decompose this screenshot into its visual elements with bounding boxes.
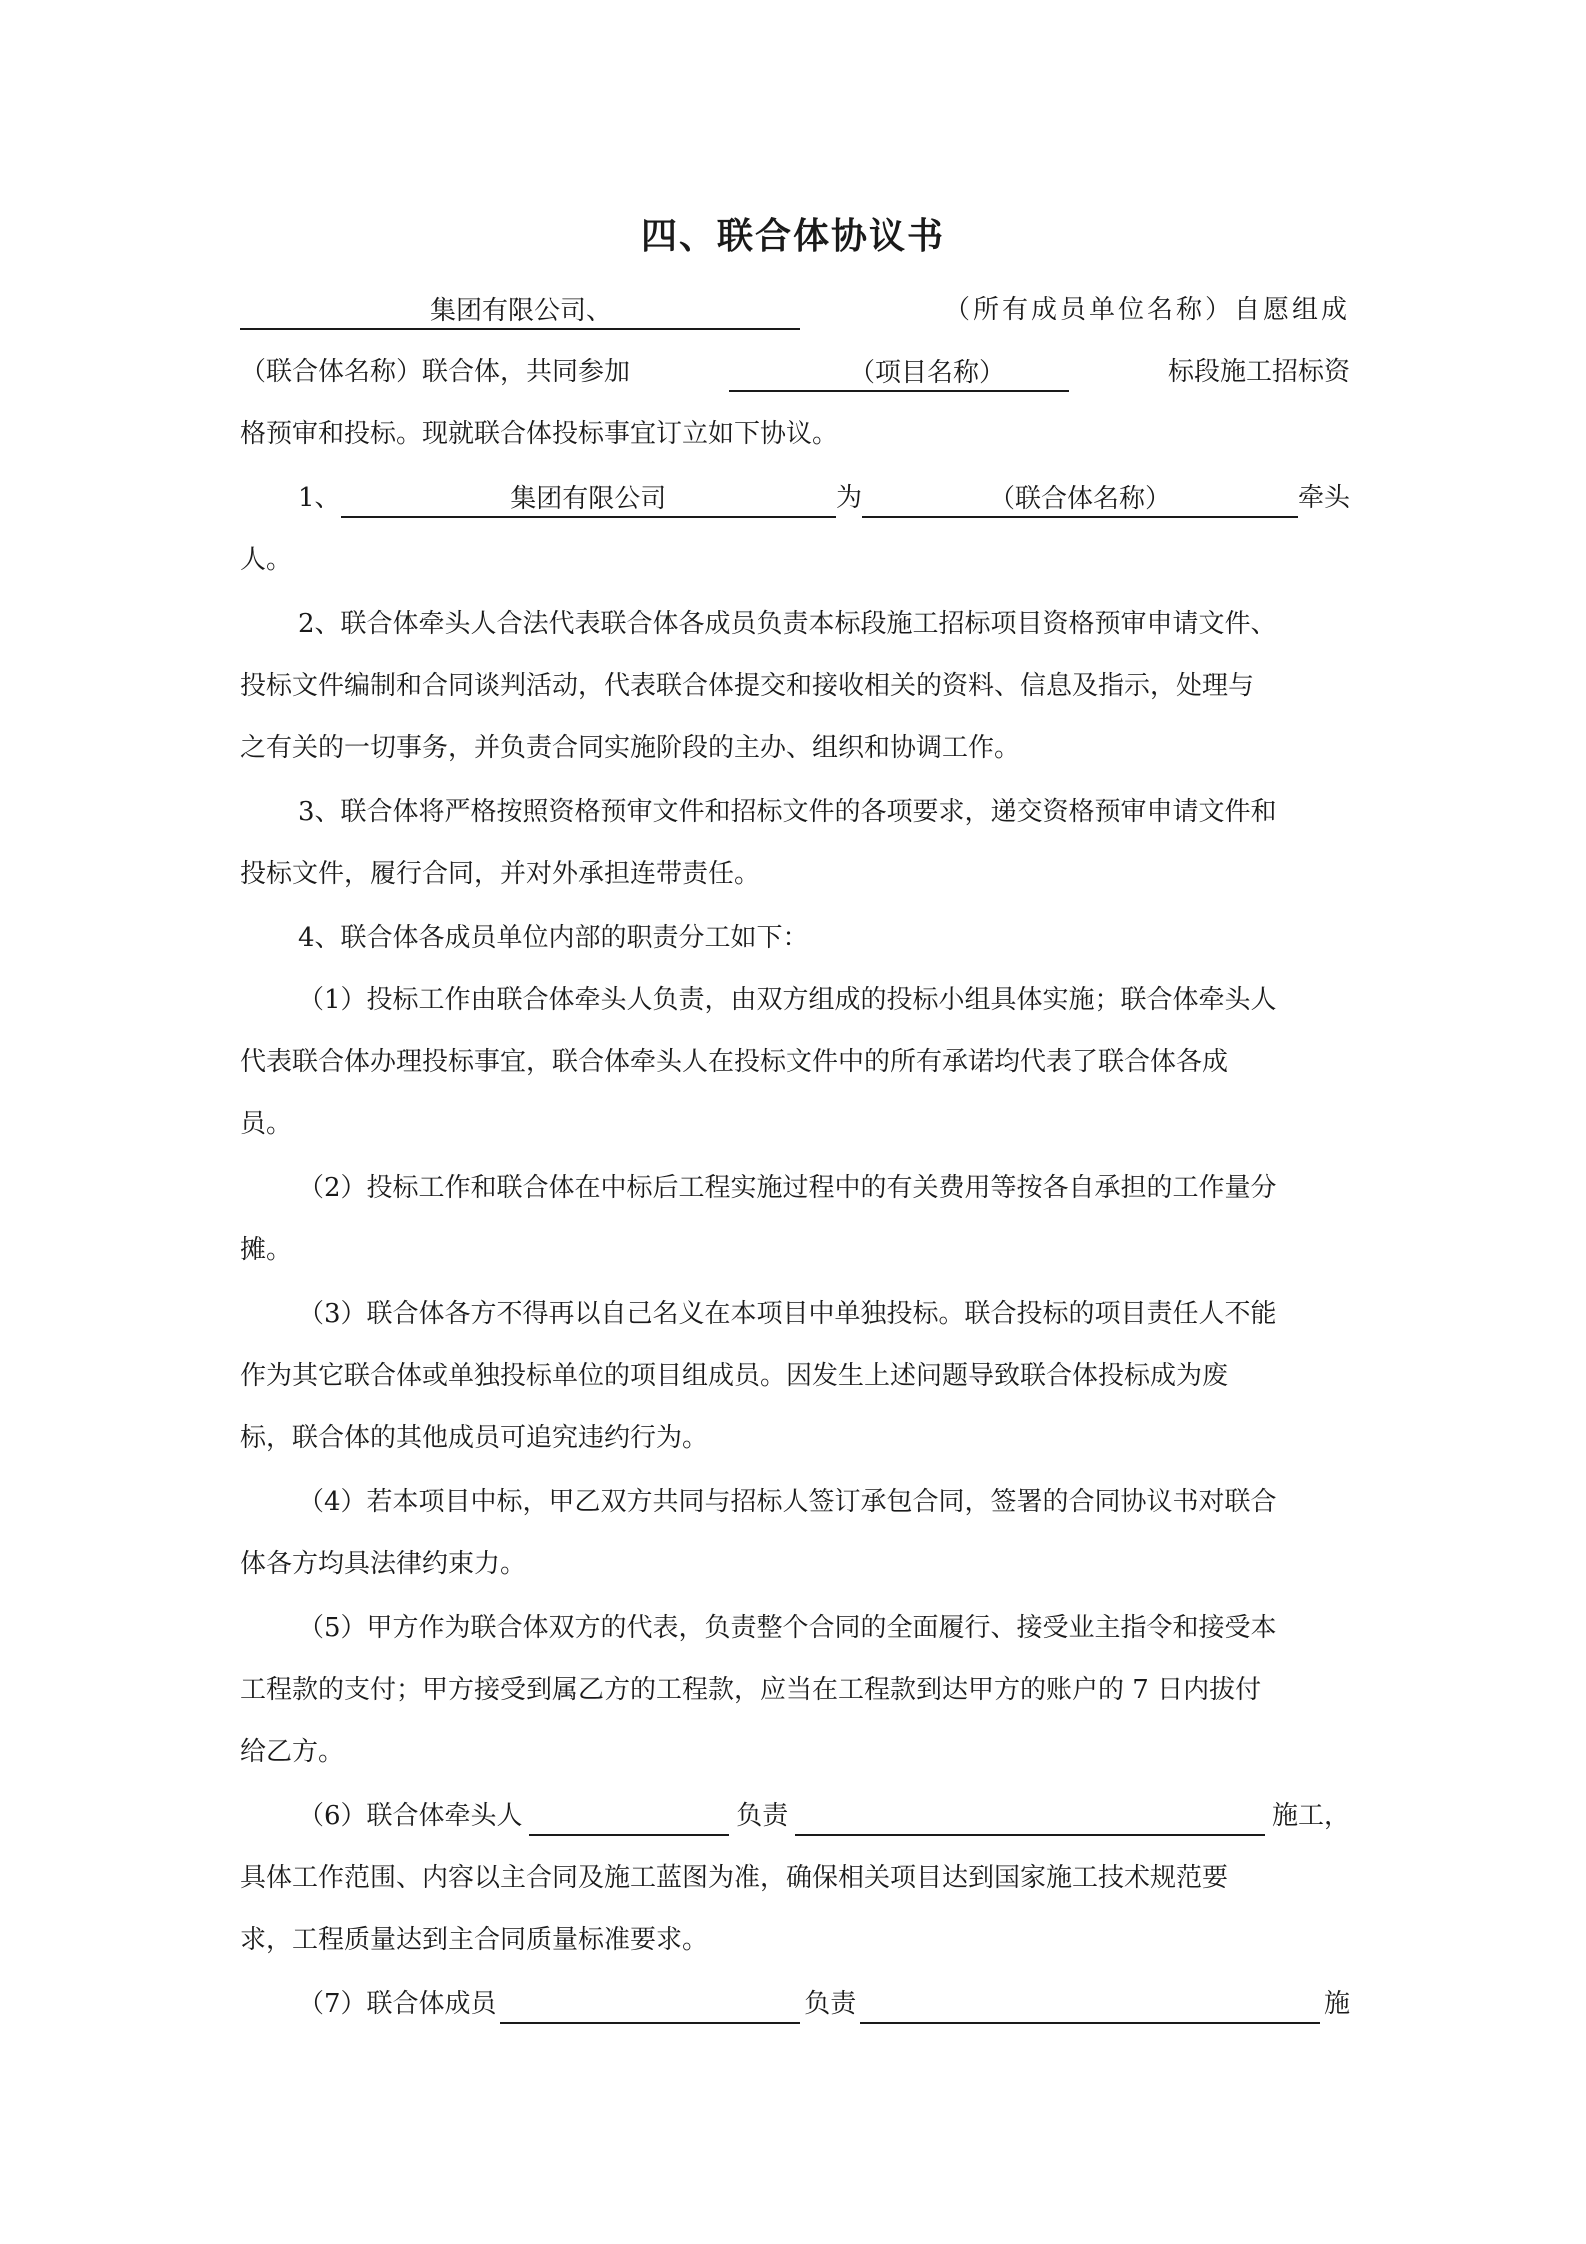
item-6-suffix: 施工， xyxy=(1271,1801,1350,1831)
item-4-line-1: （4）若本项目中标，甲乙双方共同与招标人签订承包合同，签署的合同协议书对联合 xyxy=(298,1487,1277,1517)
clause-1-line-1 xyxy=(240,478,1350,518)
clause-1-suffix: 牵头 xyxy=(1297,483,1350,513)
company-1-suffix: 集团有限公司、 xyxy=(430,294,600,330)
item-7-resp: 负责 xyxy=(804,1989,857,2019)
item-6-line-3: 求，工程质量达到主合同质量标准要求。 xyxy=(240,1925,709,1955)
company-blank-1 xyxy=(240,294,430,330)
project-blank-right xyxy=(949,356,1069,392)
item-7-scope-field xyxy=(860,1988,1320,2024)
item-1-line-2: 代表联合体办理投标事宜，联合体牵头人在投标文件中的所有承诺均代表了联合体各成 xyxy=(240,1047,1229,1077)
project-blank-left xyxy=(729,356,849,392)
clause-4-line-1: 4、联合体各成员单位内部的职责分工如下： xyxy=(298,923,809,953)
item-3-line-1: （3）联合体各方不得再以自己名义在本项目中单独投标。联合投标的项目责任人不能 xyxy=(298,1299,1277,1329)
item-7-suffix: 施 xyxy=(1323,1989,1350,2019)
consortium-name-field: （联合体名称） xyxy=(862,482,1298,518)
clause-3-line-1: 3、联合体将严格按照资格预审文件和招标文件的各项要求，递交资格预审申请文件和 xyxy=(298,797,1277,827)
clause-2-line-1: 2、联合体牵头人合法代表联合体各成员负责本标段施工招标项目资格预审申请文件、 xyxy=(298,609,1277,639)
item-7-prefix: （7）联合体成员 xyxy=(298,1989,497,2019)
document-title: 四、联合体协议书 xyxy=(640,216,945,257)
clause-1-line-2: 人。 xyxy=(240,545,293,575)
item-1-line-1: （1）投标工作由联合体牵头人负责，由双方组成的投标小组具体实施；联合体牵头人 xyxy=(298,985,1277,1015)
lead-company-field: 集团有限公司 xyxy=(341,482,836,518)
item-5-line-1: （5）甲方作为联合体双方的代表，负责整个合同的全面履行、接受业主指令和接受本 xyxy=(298,1613,1277,1643)
item-4-line-2: 体各方均具法律约束力。 xyxy=(240,1549,527,1579)
clause-2-line-3: 之有关的一切事务，并负责合同实施阶段的主办、组织和协调工作。 xyxy=(240,733,1021,763)
intro-line-3: 格预审和投标。现就联合体投标事宜订立如下协议。 xyxy=(240,419,839,449)
intro-line-2-suffix: 标段施工招标资 xyxy=(1167,357,1350,387)
company-blank-2 xyxy=(600,294,800,330)
item-6-prefix: （6）联合体牵头人 xyxy=(298,1801,523,1831)
intro-line-2-prefix: （联合体名称）联合体，共同参加 xyxy=(240,357,631,387)
intro-line-1 xyxy=(240,290,1350,330)
item-2-line-2: 摊。 xyxy=(240,1235,293,1265)
item-7-member-field xyxy=(500,1988,800,2024)
clause-1-prefix: 1、 xyxy=(298,483,341,513)
members-note: （所有成员单位名称）自愿组成 xyxy=(943,295,1350,325)
item-6-line-1 xyxy=(240,1796,1350,1836)
item-7-line-1 xyxy=(240,1984,1350,2024)
item-5-line-3: 给乙方。 xyxy=(240,1737,345,1767)
clause-3-line-2: 投标文件，履行合同，并对外承担连带责任。 xyxy=(240,859,761,889)
item-5-line-2: 工程款的支付；甲方接受到属乙方的工程款，应当在工程款到达甲方的账户的 7 日内拔付 xyxy=(240,1675,1262,1705)
item-3-line-2: 作为其它联合体或单独投标单位的项目组成员。因发生上述问题导致联合体投标成为废 xyxy=(240,1361,1229,1391)
clause-2-line-2: 投标文件编制和合同谈判活动，代表联合体提交和接收相关的资料、信息及指示，处理与 xyxy=(240,671,1255,701)
item-3-line-3: 标，联合体的其他成员可追究违约行为。 xyxy=(240,1423,709,1453)
item-6-lead-field xyxy=(529,1800,729,1836)
item-1-line-3: 员。 xyxy=(240,1109,293,1139)
clause-1-as: 为 xyxy=(835,483,862,513)
item-6-resp: 负责 xyxy=(736,1801,789,1831)
project-label: （项目名称） xyxy=(849,356,949,392)
intro-line-2 xyxy=(240,352,1350,392)
item-6-line-2: 具体工作范围、内容以主合同及施工蓝图为准，确保相关项目达到国家施工技术规范要 xyxy=(240,1863,1229,1893)
item-6-scope-field xyxy=(795,1800,1265,1836)
item-2-line-1: （2）投标工作和联合体在中标后工程实施过程中的有关费用等按各自承担的工作量分 xyxy=(298,1173,1277,1203)
